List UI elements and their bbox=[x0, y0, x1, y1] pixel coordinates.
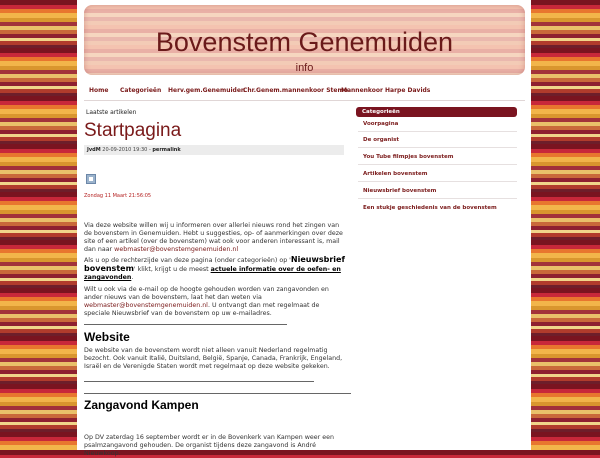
newsletter-text-a: Als u op de rechterzijde van deze pagina (onder categorieën) op ' bbox=[84, 257, 291, 264]
sidebar-divider bbox=[358, 147, 517, 148]
sidebar-item-organist[interactable]: De organist bbox=[363, 137, 400, 143]
sidebar-divider bbox=[358, 164, 517, 165]
article-author: JvdM bbox=[87, 147, 101, 153]
nav-item-harpe-davids[interactable]: Mannenkoor Harpe Davids bbox=[341, 87, 431, 94]
email-text-a: Wilt u ook via de e-mail op de hoogte gehouden worden van zangavonden en ander nieuws van de bovenstem, laat het dan weten via bbox=[84, 286, 329, 301]
main-nav bbox=[84, 84, 525, 98]
newsletter-link[interactable]: Nieuwsbrief bovenstem bbox=[84, 255, 345, 273]
zangavond-heading: Zangavond Kampen bbox=[84, 398, 199, 412]
nav-divider bbox=[84, 100, 525, 101]
intro-text: Via deze website willen wij u informeren over allerlei nieuws rond het zingen van de bovenstem in Genemuiden. Hebt u suggesties, op- of aanmerkingen over deze site of een artikel (over de bovenstem) wat ook voor anderen interessant is, mail dan naar bbox=[84, 222, 343, 253]
divider-1 bbox=[84, 324, 287, 325]
email-text-b: . U ontvangt dan met regelmaat de speciale Nieuwsbrief van de bovenstem op uw e-mailadres. bbox=[84, 302, 320, 317]
newsletter-text-e: . bbox=[131, 274, 134, 281]
zangavond-paragraph: Op DV zaterdag 16 september wordt er in de Bovenkerk van Kampen weer een psalmzangavond gehouden. De organist tijdens deze zangavond is André Nieuwkoop. bbox=[84, 434, 334, 457]
intro-paragraph bbox=[84, 222, 346, 254]
sidebar-item-artikelen[interactable]: Artikelen bovenstem bbox=[363, 171, 428, 177]
website-paragraph: De website van de bovenstem wordt niet alleen vanuit Nederland regelmatig bezocht. Ook vanuit Italië, Duitsland, België, Spanje, Canada, Frankrijk, Engeland, Israël en de Verenigde Staten wordt met regelmaat op deze website gekeken. bbox=[84, 347, 343, 370]
nav-item-mannenkoor-stemo[interactable]: Chr.Genem.mannenkoor Stemo bbox=[243, 87, 348, 94]
sidebar-item-nieuwsbrief[interactable]: Nieuwsbrief bovenstem bbox=[363, 188, 437, 194]
nav-item-home[interactable]: Home bbox=[89, 87, 109, 94]
nav-item-herv-gem[interactable]: Herv.gem.Genemuiden bbox=[168, 87, 246, 94]
webmaster-email-link-1[interactable]: webmaster@bovenstemgenemuiden.nl bbox=[114, 246, 239, 253]
nav-item-categorieen[interactable]: Categorieën bbox=[120, 87, 162, 94]
sidebar-divider bbox=[358, 198, 517, 199]
divider-3 bbox=[84, 393, 351, 394]
latest-articles-heading: Laatste artikelen bbox=[86, 109, 137, 116]
newsletter-paragraph bbox=[84, 256, 346, 282]
sidebar-categories-heading: Categorieën bbox=[356, 107, 517, 117]
meta-separator: - bbox=[148, 147, 151, 153]
site-title: Bovenstem Genemuiden bbox=[155, 27, 454, 57]
site-subtitle: info bbox=[295, 62, 314, 74]
actuele-informatie-link[interactable]: actuele informatie over de oefen- en zangavonden bbox=[84, 266, 341, 281]
sidebar-item-youtube[interactable]: You Tube filmpjes bovenstem bbox=[363, 154, 454, 160]
email-paragraph bbox=[84, 286, 346, 318]
current-date: Zondag 11 Maart 21:56:05 bbox=[84, 193, 152, 199]
webmaster-email-link-2[interactable]: webmaster@bovenstemgenemuiden.nl bbox=[84, 302, 208, 309]
article-meta-bar bbox=[84, 145, 344, 155]
site-banner bbox=[84, 5, 525, 75]
page-title: Startpagina bbox=[84, 120, 182, 141]
sidebar-item-voorpagina[interactable]: Voorpagina bbox=[363, 121, 399, 127]
newsletter-text-c: ' klikt, krijgt u de meest bbox=[133, 266, 211, 273]
sidebar-divider bbox=[358, 181, 517, 182]
broken-image-icon bbox=[86, 174, 96, 184]
sidebar-divider bbox=[358, 131, 517, 132]
website-heading: Website bbox=[84, 330, 130, 344]
divider-2 bbox=[84, 381, 314, 382]
sidebar-item-geschiedenis[interactable]: Een stukje geschiedenis van de bovenstem bbox=[363, 205, 497, 211]
article-date: 20-09-2010 19:30 bbox=[102, 147, 148, 153]
permalink-link[interactable]: permalink bbox=[152, 147, 181, 153]
